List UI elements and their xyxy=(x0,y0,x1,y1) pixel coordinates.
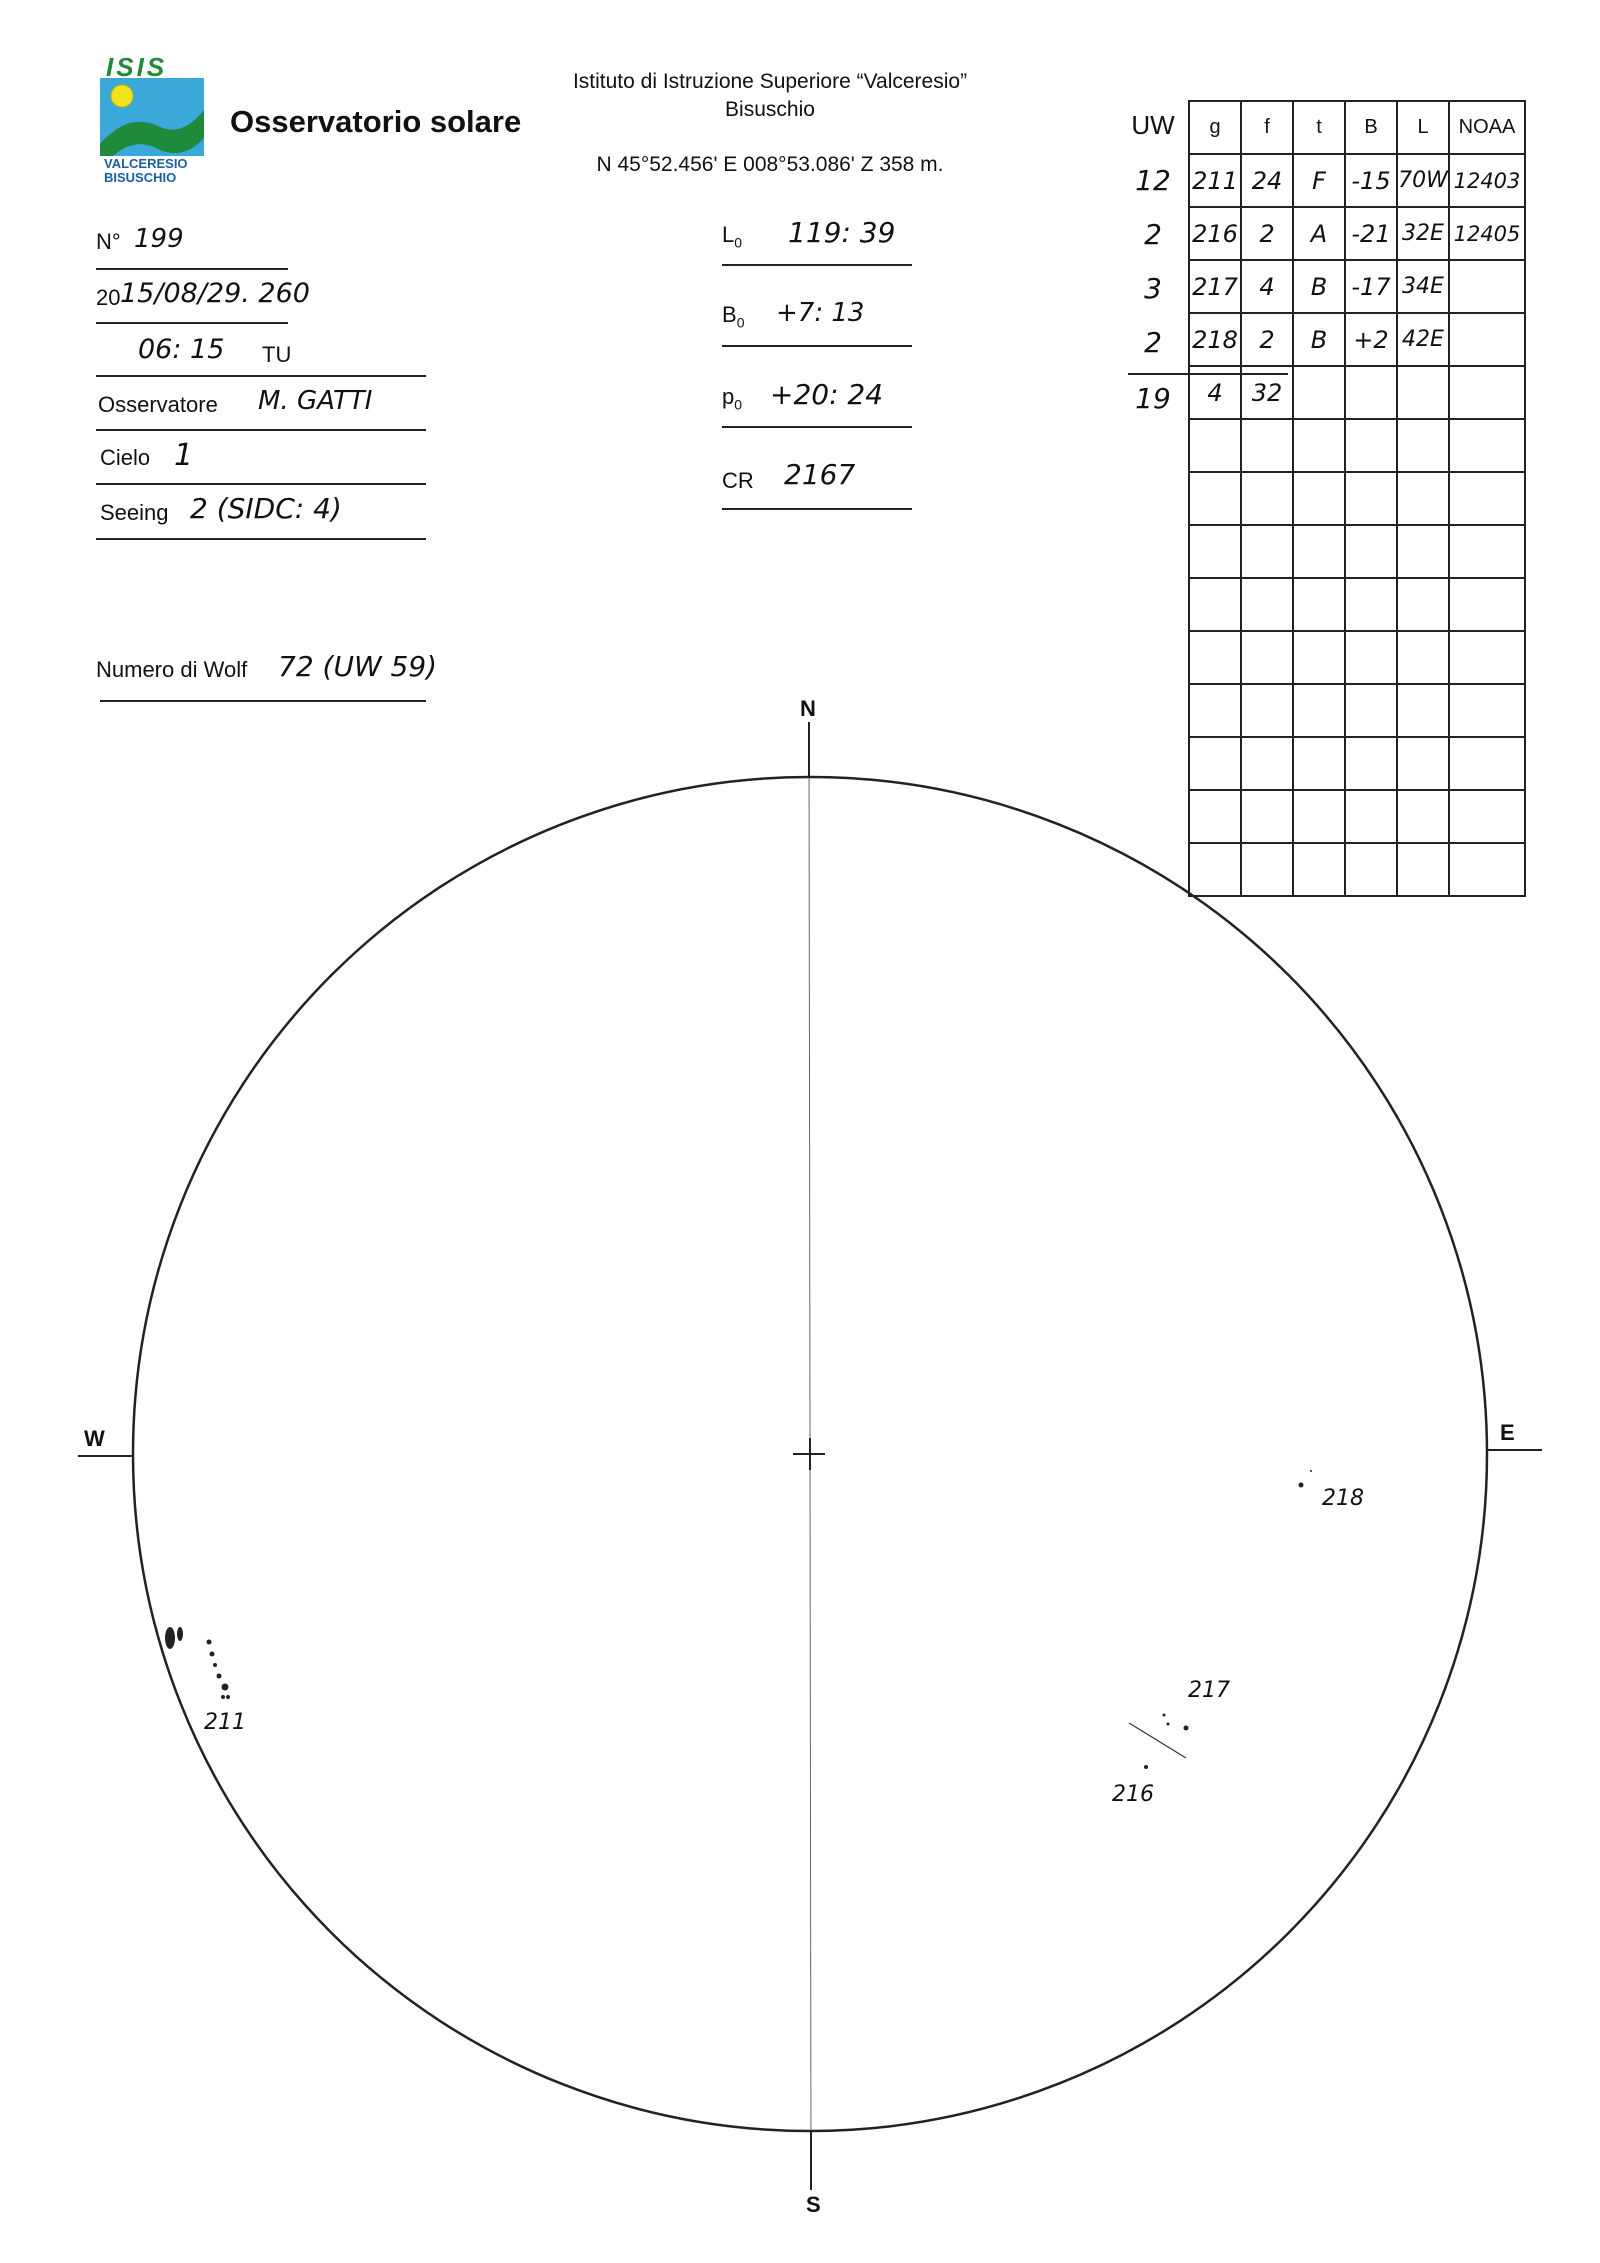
group-label-218: 218 xyxy=(1322,1486,1364,1511)
groups-table-cell: B xyxy=(1293,260,1345,313)
groups-table-cell: 216 xyxy=(1189,207,1241,260)
groups-table-header-cell: B xyxy=(1345,101,1397,154)
wolf-label: Numero di Wolf xyxy=(96,657,248,682)
l0-sub: 0 xyxy=(734,234,743,251)
groups-table-cell: 2 xyxy=(1241,207,1293,260)
groups-table-cell: 218 xyxy=(1189,313,1241,366)
sunspot-group-218 xyxy=(1299,1470,1313,1488)
groups-table-cell: B xyxy=(1293,313,1345,366)
north-label: N xyxy=(800,696,816,721)
group-label-211: 211 xyxy=(204,1710,246,1735)
south-label: S xyxy=(806,2192,821,2217)
l0-letter: L xyxy=(722,222,735,247)
date-prefix: 20 xyxy=(96,285,121,310)
groups-table-cell: -21 xyxy=(1345,207,1397,260)
l0-value: 119: 39 xyxy=(788,216,896,249)
groups-table-cell: 12403 xyxy=(1449,154,1525,207)
groups-table-cell: 217 xyxy=(1189,260,1241,313)
number-label: N° xyxy=(96,229,121,254)
groups-table-header-cell: g xyxy=(1189,101,1241,154)
p0-value: +20: 24 xyxy=(770,378,884,411)
wolf-value: 72 (UW 59) xyxy=(278,650,438,683)
sunspot-group-216 xyxy=(1129,1723,1186,1769)
number-value: 199 xyxy=(134,224,184,254)
groups-table-cell: 42E xyxy=(1397,313,1449,366)
groups-table-cell: 34E xyxy=(1397,260,1449,313)
b0-sub: 0 xyxy=(736,314,745,331)
groups-table-header-cell: f xyxy=(1241,101,1293,154)
groups-table-cell: 4 xyxy=(1241,260,1293,313)
institute-town: Bisuschio xyxy=(725,98,815,121)
b0-letter: B xyxy=(722,302,737,327)
groups-table-cell: 32 xyxy=(1241,366,1293,419)
groups-table-cell: +2 xyxy=(1345,313,1397,366)
sunspot-group-217 xyxy=(1163,1714,1189,1731)
groups-table-cell: 4 xyxy=(1189,366,1241,419)
uw-value-3: 3 xyxy=(1144,272,1162,305)
groups-table-cell: -15 xyxy=(1345,154,1397,207)
b0-value: +7: 13 xyxy=(776,298,865,328)
group-label-216: 216 xyxy=(1112,1782,1154,1807)
uw-total: 19 xyxy=(1135,382,1171,415)
west-label: W xyxy=(84,1426,105,1451)
observatory-title: Osservatorio solare xyxy=(230,104,522,139)
observer-label: Osservatore xyxy=(98,392,218,417)
groups-table-header-cell: t xyxy=(1293,101,1345,154)
groups-table-cell: 2 xyxy=(1241,313,1293,366)
cr-value: 2167 xyxy=(784,458,856,491)
site-coordinates: N 45°52.456' E 008°53.086' Z 358 m. xyxy=(596,153,944,176)
uw-value-2: 2 xyxy=(1144,218,1162,251)
seeing-label: Seeing xyxy=(100,500,169,525)
date-value: 15/08/29. 260 xyxy=(120,278,310,309)
groups-table-cell: 211 xyxy=(1189,154,1241,207)
groups-table-cell: A xyxy=(1293,207,1345,260)
groups-table-header-cell: NOAA xyxy=(1449,101,1525,154)
groups-table-cell: 70W xyxy=(1397,154,1449,207)
east-label: E xyxy=(1500,1420,1515,1445)
seeing-value: 2 (SIDC: 4) xyxy=(190,492,342,525)
groups-table-cell: -17 xyxy=(1345,260,1397,313)
groups-table-cell: 32E xyxy=(1397,207,1449,260)
p0-sub: 0 xyxy=(734,396,743,413)
sky-label: Cielo xyxy=(100,445,151,470)
groups-table-cell: 12405 xyxy=(1449,207,1525,260)
p0-letter: p xyxy=(722,384,735,409)
uw-header: UW xyxy=(1131,110,1175,140)
institute-name: Istituto di Istruzione Superiore “Valceresio” xyxy=(572,70,968,93)
observer-value: M. GATTI xyxy=(258,386,373,416)
time-value: 06: 15 xyxy=(138,334,225,365)
groups-table-header-cell: L xyxy=(1397,101,1449,154)
uw-value-1: 12 xyxy=(1135,164,1171,197)
group-label-217: 217 xyxy=(1188,1678,1230,1703)
time-unit: TU xyxy=(262,342,292,367)
cr-label: CR xyxy=(722,468,754,493)
uw-value-4: 2 xyxy=(1144,326,1162,359)
groups-table-cell: 24 xyxy=(1241,154,1293,207)
sky-value: 1 xyxy=(174,438,194,473)
logo-bottom-line1: VALCERESIO xyxy=(104,156,188,171)
logo-bottom-line2: BISUSCHIO xyxy=(104,170,177,185)
groups-table-cell: F xyxy=(1293,154,1345,207)
logo-top-text: ISIS xyxy=(106,52,168,82)
